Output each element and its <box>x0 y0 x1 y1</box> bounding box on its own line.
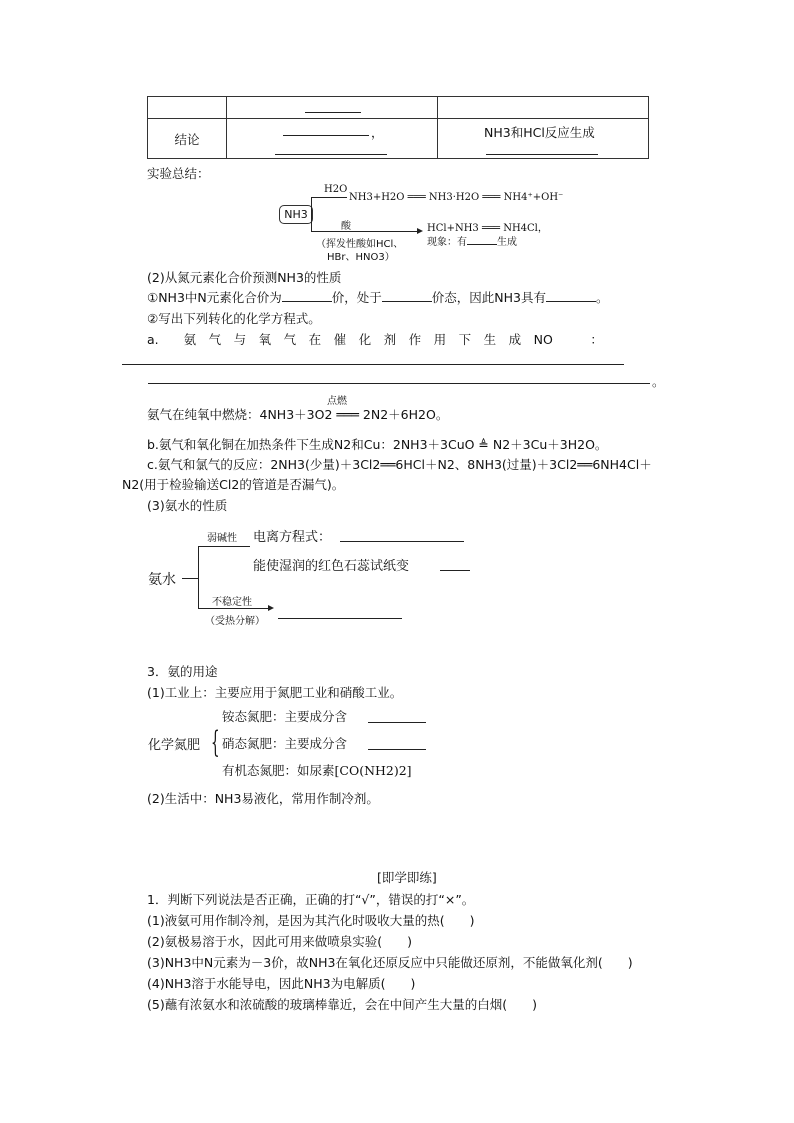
table-cell <box>438 119 649 159</box>
practice-title: [即学即练] <box>377 870 437 885</box>
litmus-text: 能使湿润的红色石蕊试纸变 <box>253 559 410 574</box>
burn-condition: 点燃 <box>327 396 347 407</box>
item-c-line1: c.氨气和氯气的反应：2NH3(少量)＋3Cl2══6HCl＋N2、8NH3(过量)＋3Cl2══6NH4Cl＋ <box>147 457 652 472</box>
acid-note-2: HBr、HNO3） <box>327 252 395 263</box>
brace: { <box>211 725 220 760</box>
ammonium-fertilizer: 铵态氮肥：主要成分含 <box>222 709 348 724</box>
valence-item-2: ②写出下列转化的化学方程式。 <box>147 311 321 326</box>
heating-label: （受热分解） <box>205 616 265 627</box>
fertilizer-label: 化学氮肥 <box>148 738 201 753</box>
ionization-label: 电离方程式： <box>253 530 332 545</box>
item-b: b.氨气和氧化铜在加热条件下生成N2和Cu：2NH3＋3CuO ≜ N2＋3Cu＋3H2O。 <box>147 437 608 452</box>
statement-1: (1)液氨可用作制冷剂，是因为其汽化时吸收大量的热( ) <box>147 913 475 928</box>
uses-industry: (1)工业上：主要应用于氮肥工业和硝酸工业。 <box>147 685 403 700</box>
period: 。 <box>652 374 665 389</box>
uses-heading: 3．氨的用途 <box>147 664 218 679</box>
summary-title: 实验总结： <box>147 166 210 181</box>
nitrate-fertilizer: 硝态氮肥：主要成分含 <box>222 736 348 751</box>
item-c-line2: N2(用于检验输送Cl2的管道是否漏气)。 <box>122 477 345 492</box>
acid-label: 酸 <box>341 221 351 232</box>
h2o-label: H2O <box>324 184 348 195</box>
table-cell <box>438 97 649 119</box>
nh3-box: NH3 <box>279 205 313 224</box>
comma: ， <box>371 125 384 140</box>
statement-4: (4)NH3溶于水能导电，因此NH3为电解质( ) <box>147 976 416 991</box>
table-cell <box>227 119 438 159</box>
weak-base-label: 弱碱性 <box>207 533 237 544</box>
organic-fertilizer: 有机态氮肥：如尿素[CO(NH2)2] <box>222 763 412 778</box>
statement-2: (2)氨极易溶于水，因此可用来做喷泉实验( ) <box>147 934 412 949</box>
statement-5: (5)蘸有浓氨水和浓硫酸的玻璃棒靠近，会在中间产生大量的白烟( ) <box>147 997 537 1012</box>
conclusion-label: 结论 <box>148 119 227 159</box>
uses-daily: (2)生活中：NH3易液化，常用作制冷剂。 <box>147 791 379 806</box>
table-cell <box>148 97 227 119</box>
item-a: a. 氨 气 与 氧 气 在 催 化 剂 作 用 下 生 成 NO ： <box>147 332 603 347</box>
valence-heading: (2)从氮元素化合价预测NH3的性质 <box>147 270 342 285</box>
table-cell <box>227 97 438 119</box>
acid-equation: HCl+NH3 ═══ NH4Cl， <box>427 223 548 234</box>
practice-q1: 1．判断下列说法是否正确，正确的打“√”，错误的打“×”。 <box>147 892 475 907</box>
statement-3: (3)NH3中N元素为－3价，故NH3在氧化还原反应中只能做还原剂，不能做氧化剂( ) <box>147 955 633 970</box>
burn-equation: 氨气在纯氧中燃烧：4NH3＋3O2 ═══ 2N2＋6H2O。 <box>147 407 449 422</box>
ammonia-water-heading: (3)氨水的性质 <box>147 498 228 513</box>
ammonia-water-label: 氨水 <box>148 572 176 588</box>
phenomenon: 现象：有 生成 <box>427 237 517 248</box>
experiment-table <box>147 96 649 159</box>
water-equation: NH3+H2O ═══ NH3·H2O ═══ NH4⁺+OH⁻ <box>349 192 564 203</box>
result-text: NH3和HCl反应生成 <box>484 125 595 140</box>
valence-item-1: ①NH3中N元素化合价为 价，处于 价态，因此NH3具有 。 <box>147 290 609 305</box>
acid-note-1: （挥发性酸如HCl、 <box>316 239 404 250</box>
unstable-label: 不稳定性 <box>212 597 252 608</box>
